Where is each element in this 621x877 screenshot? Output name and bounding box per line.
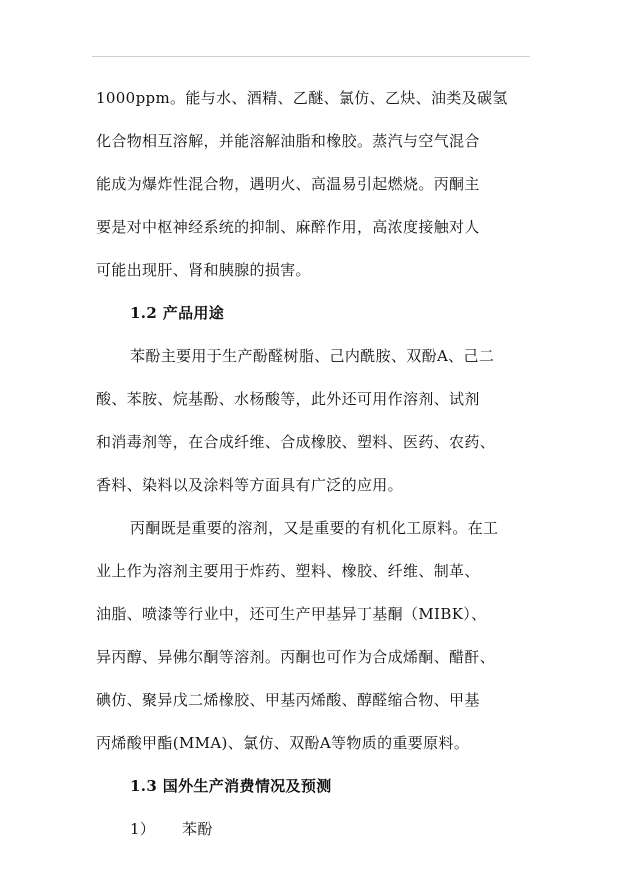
text-line: 1000ppm。能与水、酒精、乙醚、氯仿、乙炔、油类及碳氢 [96, 89, 508, 107]
text-line: 苯酚主要用于生产酚醛树脂、己内酰胺、双酚A、己二 [130, 347, 495, 365]
text-line: 丙烯酸甲酯(MMA)、氯仿、双酚A等物质的重要原料。 [96, 734, 470, 752]
list-item [96, 817, 536, 841]
text-line: 要是对中枢神经系统的抑制、麻醉作用，高浓度接触对人 [96, 218, 480, 236]
section-heading-product-uses: 1.2 产品用途 [130, 304, 225, 322]
text-line: 化合物相互溶解，并能溶解油脂和橡胶。蒸汽与空气混合 [96, 132, 480, 150]
header-divider [92, 56, 530, 57]
text-line: 碘仿、聚异戊二烯橡胶、甲基丙烯酸、醇醛缩合物、甲基 [96, 691, 480, 709]
paragraph-acetone-uses [96, 516, 536, 755]
text-line: 香料、染料以及涂料等方面具有广泛的应用。 [96, 476, 404, 494]
list-item-text: 苯酚 [182, 820, 213, 838]
paragraph-acetone-properties [96, 86, 536, 282]
text-line: 能成为爆炸性混合物，遇明火、高温易引起燃烧。丙酮主 [96, 175, 480, 193]
text-line: 油脂、喷漆等行业中，还可生产甲基异丁基酮（MIBK）、 [96, 605, 487, 623]
list-item-number: 1） [130, 820, 156, 838]
paragraph-phenol-uses [96, 344, 536, 497]
text-line: 丙酮既是重要的溶剂，又是重要的有机化工原料。在工 [130, 519, 499, 537]
text-line: 可能出现肝、肾和胰腺的损害。 [96, 261, 311, 279]
text-line: 和消毒剂等，在合成纤维、合成橡胶、塑料、医药、农药、 [96, 433, 496, 451]
section-heading-foreign-production: 1.3 国外生产消费情况及预测 [130, 777, 332, 795]
text-line: 业上作为溶剂主要用于炸药、塑料、橡胶、纤维、制革、 [96, 562, 480, 580]
text-line: 酸、苯胺、烷基酚、水杨酸等，此外还可用作溶剂、试剂 [96, 390, 480, 408]
text-line: 异丙醇、异佛尔酮等溶剂。丙酮也可作为合成烯酮、醋酐、 [96, 648, 496, 666]
document-body [96, 86, 536, 860]
